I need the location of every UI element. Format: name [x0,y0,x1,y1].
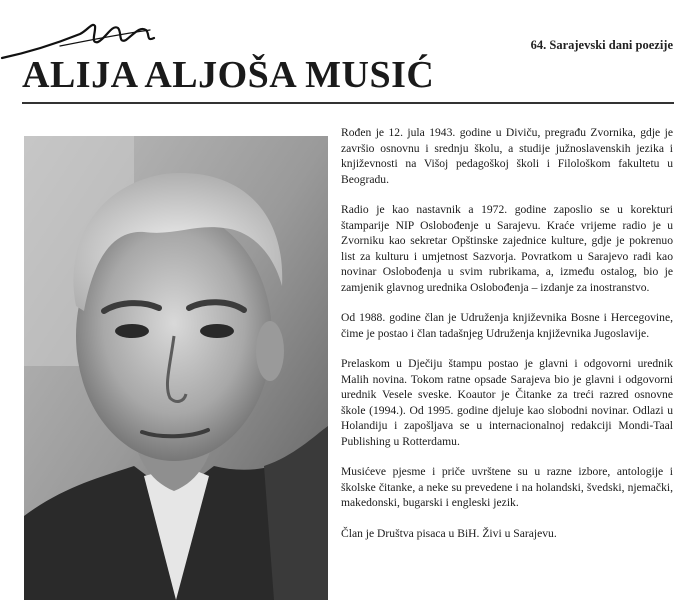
bio-paragraph-4: Prelaskom u Dječiju štampu postao je glavni i odgovorni urednik Malih novina. Tokom ratne opsade Sarajeva bio je glavni i odgovorni urednik Vesele sveske. Koautor je Čitanke za treći razred osnovne škole (1994.). Od 1995. godine djeluje kao slobodni novinar. Odlazi u Holandiju i zapošljava se u internacionalnoj redakciji Mondi-Taal Publishing u Rotterdamu. [341,357,673,448]
header-divider [22,102,674,104]
bio-paragraph-3: Od 1988. godine član je Udruženja književnika Bosne i Hercegovine, čime je postao i član tadašnjeg Udruženja književnika Jugoslavije. [341,311,673,340]
portrait-image [24,136,328,600]
bio-paragraph-5: Musićeve pjesme i priče uvrštene su u razne izbore, antologije i školske čitanke, a neke su prevedene i na holandski, švedski, njemački, makedonski, bugarski i engleski jezik. [341,465,673,509]
page-title: ALIJA ALJOŠA MUSIĆ [22,54,435,96]
biography-text [341,125,673,556]
page-header [0,0,697,110]
event-label: 64. Sarajevski dani poezije [530,38,673,52]
bio-paragraph-1: Rođen je 12. jula 1943. godine u Diviču, pregrađu Zvornika, gdje je završio osnovnu i srednju školu, a studije južnoslavenskih jezika i književnosti na Višoj pedagoškoj školi i Filološkom fakultetu u Beogradu. [341,126,673,186]
portrait-photo [24,136,328,600]
bio-paragraph-2: Radio je kao nastavnik a 1972. godine zaposlio se u korekturi štamparije NIP Oslobođenje u Sarajevu. Kraće vrijeme radio je u Zvorniku kao sekretar Opštinske zajednice kulture, gdje je pokrenuo list za kulturu i umjetnost Sazvorja. Povratkom u Sarajevo radi kao novinar Oslobođenja u svim rubrikama, a, između ostalog, bio je zamjenik glavnog urednika Oslobođenja – izdanje za inostranstvo. [341,203,673,294]
bio-paragraph-6: Član je Društva pisaca u BiH. Živi u Sarajevu. [341,526,557,540]
